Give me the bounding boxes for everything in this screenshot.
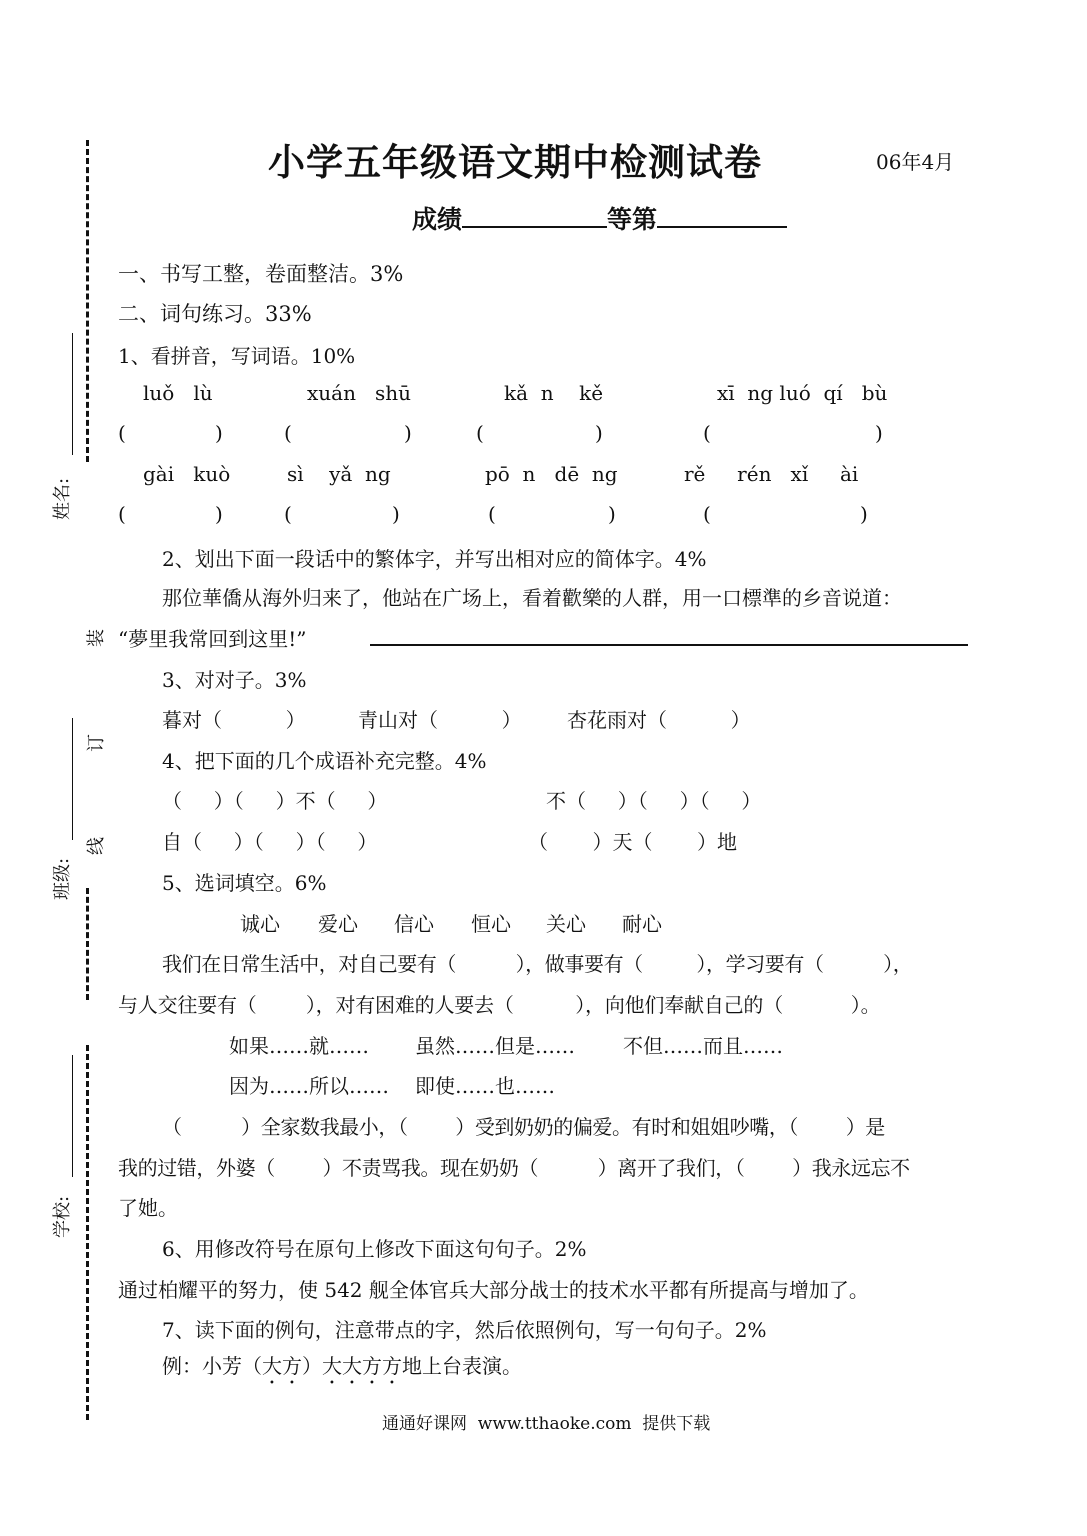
binding-line-top	[86, 140, 89, 462]
pinyin-5: gài kuò	[143, 462, 231, 486]
q7-example-emph-2: 大大方方	[322, 1354, 402, 1378]
name-label: 姓名:	[52, 477, 74, 521]
q5-para2-line3: 了她。	[118, 1196, 178, 1220]
blank-7-close: )	[608, 502, 616, 526]
blank-8-close: )	[860, 502, 868, 526]
q5-word-4: 恒心	[471, 912, 511, 936]
score-row	[412, 200, 787, 236]
footer-credit: 通通好课网 www.tthaoke.com 提供下载	[382, 1414, 711, 1434]
q7-example	[162, 1350, 522, 1389]
conj-4: 因为……所以……	[229, 1074, 389, 1098]
name-fill-line	[72, 333, 73, 455]
school-fill-line	[72, 1055, 73, 1177]
grade-blank[interactable]	[657, 225, 787, 228]
q3-title: 3、对对子。3%	[162, 668, 307, 692]
conj-5: 即使……也……	[415, 1074, 555, 1098]
binding-line-bottom	[86, 1045, 89, 1420]
section-2-heading: 二、词句练习。33%	[118, 302, 312, 326]
q5-para1-line1: 我们在日常生活中，对自己要有（ ），做事要有（ ），学习要有（ ），	[162, 952, 913, 976]
blank-6-close: )	[392, 502, 400, 526]
binding-zhuang: 装	[86, 629, 107, 647]
q6-title: 6、用修改符号在原句上修改下面这句句子。2%	[162, 1237, 587, 1261]
q7-example-suffix: 地上台表演。	[402, 1354, 522, 1378]
pinyin-7: pō n dē ng	[485, 462, 618, 486]
binding-ding: 订	[86, 734, 107, 752]
blank-1-close: )	[215, 421, 223, 445]
q7-example-prefix: 例：小芳（	[162, 1354, 262, 1378]
page-title: 小学五年级语文期中检测试卷	[268, 140, 762, 184]
couplet-1: 暮对（ ）	[162, 708, 306, 732]
blank-1-open: (	[118, 421, 126, 445]
blank-3-close: )	[595, 421, 603, 445]
q2-answer-line[interactable]	[370, 644, 968, 646]
q2-paragraph-line1: 那位華僑从海外归来了，他站在广场上，看着歡樂的人群，用一口標準的乡音说道：	[162, 586, 902, 610]
blank-2-close: )	[404, 421, 412, 445]
section-1-heading: 一、书写工整，卷面整洁。3%	[118, 262, 404, 286]
q5-word-6: 耐心	[622, 912, 662, 936]
conj-1: 如果……就……	[229, 1034, 369, 1058]
conj-2: 虽然……但是……	[415, 1034, 575, 1058]
q2-title: 2、划出下面一段话中的繁体字，并写出相对应的简体字。4%	[162, 547, 707, 571]
grade-label: 等第	[607, 205, 658, 234]
idiom-2: 不（ ）（ ）（ ）	[546, 789, 762, 813]
idiom-3: 自（ ）（ ）（ ）	[162, 830, 378, 854]
school-label: 学校:	[52, 1195, 74, 1239]
score-label: 成绩	[412, 205, 463, 234]
conj-3: 不但……而且……	[623, 1034, 783, 1058]
blank-8-open: (	[703, 502, 711, 526]
exam-date: 06年4月	[876, 150, 955, 174]
binding-line-mid	[86, 888, 89, 1000]
q5-para2-line1: （ ）全家数我最小，（ ）受到奶奶的偏爱。有时和姐姐吵嘴，（ ）是	[162, 1115, 885, 1139]
pinyin-8: rě rén xǐ ài	[684, 462, 859, 486]
pinyin-1: luǒ lù	[143, 381, 213, 405]
pinyin-2: xuán shū	[307, 381, 412, 405]
couplet-3: 杏花雨对（ ）	[567, 708, 751, 732]
blank-5-open: (	[118, 502, 126, 526]
blank-4-open: (	[703, 421, 711, 445]
blank-3-open: (	[476, 421, 484, 445]
idiom-1: （ ）（ ）不（ ）	[162, 789, 388, 813]
class-fill-line	[72, 718, 73, 840]
q7-title: 7、读下面的例句，注意带点的字，然后依照例句，写一句句子。2%	[162, 1318, 767, 1342]
blank-4-close: )	[875, 421, 883, 445]
blank-5-close: )	[215, 502, 223, 526]
q1-title: 1、看拼音，写词语。10%	[118, 344, 356, 368]
blank-6-open: (	[284, 502, 292, 526]
q5-word-2: 爱心	[318, 912, 358, 936]
q4-title: 4、把下面的几个成语补充完整。4%	[162, 749, 487, 773]
pinyin-6: sì yǎ ng	[287, 462, 391, 486]
blank-2-open: (	[284, 421, 292, 445]
q5-para1-line2: 与人交往要有（ ），对有困难的人要去（ ），向他们奉献自己的（ ）。	[118, 993, 881, 1017]
q5-para2-line2: 我的过错，外婆（ ）不责骂我。现在奶奶（ ）离开了我们，（ ）我永远忘不	[118, 1156, 910, 1180]
q7-example-mid: ）	[302, 1354, 322, 1378]
q5-title: 5、选词填空。6%	[162, 871, 327, 895]
class-label: 班级:	[52, 857, 74, 901]
q6-sentence: 通过柏耀平的努力，使 542 舰全体官兵大部分战士的技术水平都有所提高与增加了。	[118, 1278, 869, 1302]
blank-7-open: (	[488, 502, 496, 526]
idiom-4: （ ）天（ ）地	[528, 830, 738, 854]
q2-paragraph-line2: “夢里我常回到这里!”	[118, 627, 307, 651]
score-blank[interactable]	[462, 225, 607, 228]
binding-xian: 线	[86, 837, 107, 855]
couplet-2: 青山对（ ）	[358, 708, 522, 732]
pinyin-4: xī ng luó qí bù	[717, 381, 888, 405]
q5-word-1: 诚心	[240, 912, 280, 936]
q7-example-emph-1: 大方	[262, 1354, 302, 1378]
pinyin-3: kǎ n kě	[504, 381, 604, 405]
q5-word-3: 信心	[394, 912, 434, 936]
q5-word-5: 关心	[546, 912, 586, 936]
